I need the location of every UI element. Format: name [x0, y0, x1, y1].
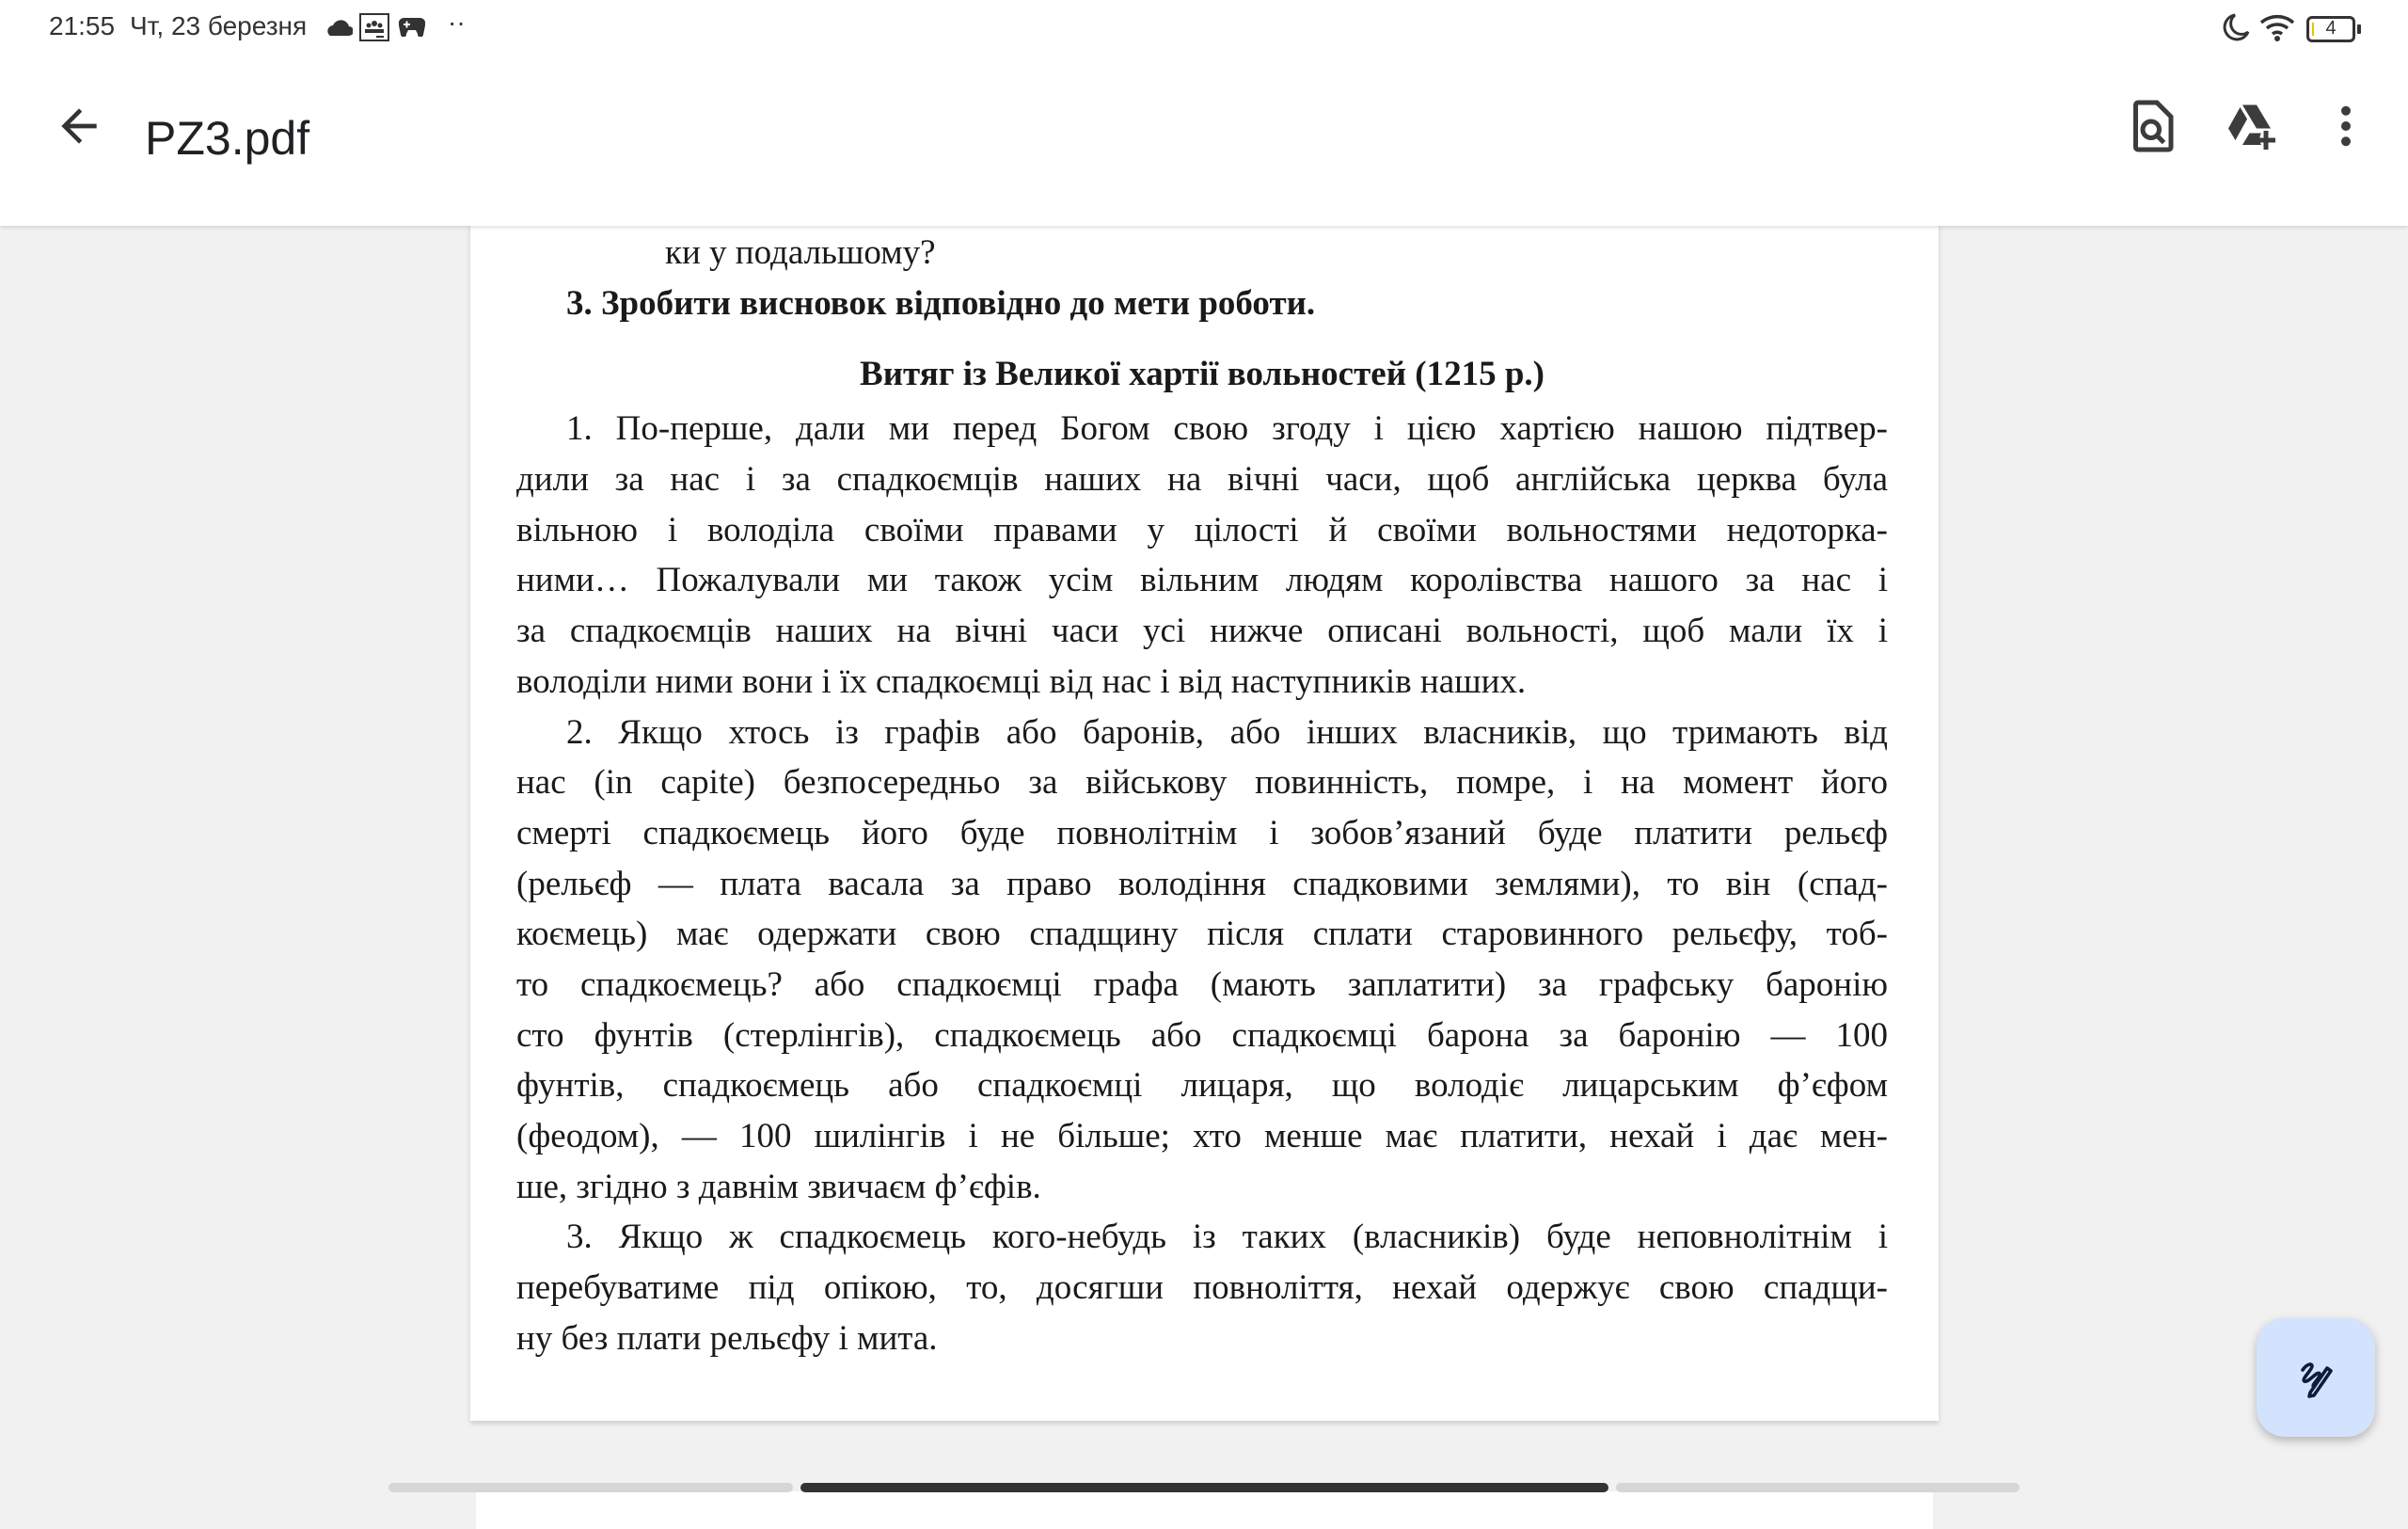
do-not-disturb-moon-icon: [2222, 13, 2250, 41]
battery-icon: [2306, 16, 2355, 42]
status-time: 21:55: [49, 11, 116, 40]
paragraph-line: (рельєф — плата васала за право володіння спадковими землями), то він (спад-: [516, 864, 1888, 903]
paragraph-line: вільною і володіла своїми правами у цілості й своїми вольностями недоторка-: [516, 510, 1888, 549]
app-bar: [0, 56, 2408, 226]
paragraph-line: нас (in capite) безпосередньо за військову повинність, помре, і на момент його: [516, 763, 1888, 803]
status-more-indicator: ··: [448, 8, 466, 37]
paragraph-line: фунтів, спадкоємець або спадкоємці лицаря, що володіє лицарським ф’єфом: [516, 1066, 1888, 1106]
section-heading: Витяг із Великої хартії вольностей (1215 р.): [860, 355, 1545, 394]
search-in-document-icon[interactable]: [2124, 98, 2180, 154]
scroll-track[interactable]: [1616, 1483, 2020, 1492]
text-line: ки у подальшому?: [665, 233, 936, 272]
scroll-track[interactable]: [388, 1483, 793, 1492]
paragraph-line: 1. По-перше, дали ми перед Богом свою згоду і цією хартією нашою підтвер-: [566, 409, 1888, 449]
next-pdf-page: [476, 1491, 1933, 1529]
document-title: PZ3.pdf: [145, 112, 310, 165]
paragraph-line: за спадкоємців наших на вічні часи усі нижче описані вольності, щоб мали їх і: [516, 612, 1888, 651]
paragraph-line: сто фунтів (стерлінгів), спадкоємець або спадкоємці барона за баронію — 100: [516, 1015, 1888, 1055]
back-arrow-icon[interactable]: [53, 100, 105, 152]
page-text: [516, 228, 1888, 1363]
annotate-button[interactable]: [2257, 1318, 2375, 1437]
cloud-icon: [325, 17, 353, 38]
paragraph-line: то спадкоємець? або спадкоємці графа (мають заплатити) за графську баронію: [516, 964, 1888, 1004]
paragraph-line: ну без плати рельєфу і мита.: [516, 1318, 938, 1358]
pdf-page: [470, 188, 1939, 1421]
scrollbar-thumb[interactable]: [800, 1483, 1608, 1492]
paragraph-line: перебуватиме під опікою, то, досягши повноліття, нехай одержує свою спадщи-: [516, 1268, 1888, 1308]
paragraph-line: володіли ними вони і їх спадкоємці від нас і від наступників наших.: [516, 661, 1527, 701]
classroom-icon: [359, 13, 389, 41]
wifi-icon: [2259, 13, 2297, 43]
gamepad-icon: [399, 16, 425, 37]
paragraph-line: 3. Якщо ж спадкоємець кого-небудь із таких (власників) буде неповнолітнім і: [566, 1218, 1888, 1257]
paragraph-line: коємець) має одержати свою спадщину після сплати старовинного рельєфу, тоб-: [516, 915, 1888, 954]
paragraph-line: (феодом), — 100 шилінгів і не більше; хто менше має платити, нехай і дає мен-: [516, 1117, 1888, 1155]
task-item: 3. Зробити висновок відповідно до мети роботи.: [566, 283, 1316, 323]
battery-level: 4: [2325, 18, 2337, 39]
add-to-drive-icon[interactable]: [2224, 98, 2280, 154]
pen-annotate-icon: [2293, 1355, 2338, 1400]
paragraph-line: ними… Пожалували ми також усім вільним людям королівства нашого за нас і: [516, 561, 1888, 600]
more-options-icon[interactable]: [2318, 98, 2374, 154]
paragraph-line: смерті спадкоємець його буде повнолітнім і зобов’язаний буде платити рельєф: [516, 813, 1888, 852]
paragraph-line: 2. Якщо хтось із графів або баронів, або інших власників, що тримають від: [566, 712, 1888, 752]
paragraph-line: дили за нас і за спадкоємців наших на вічні часи, щоб англійська церква була: [516, 460, 1888, 500]
paragraphs: [516, 404, 1888, 1363]
status-date: Чт, 23 березня: [130, 11, 308, 40]
status-bar: [0, 0, 2408, 56]
battery-tip: [2357, 24, 2361, 34]
paragraph-line: ше, згідно з давнім звичаєм ф’єфів.: [516, 1167, 1041, 1206]
